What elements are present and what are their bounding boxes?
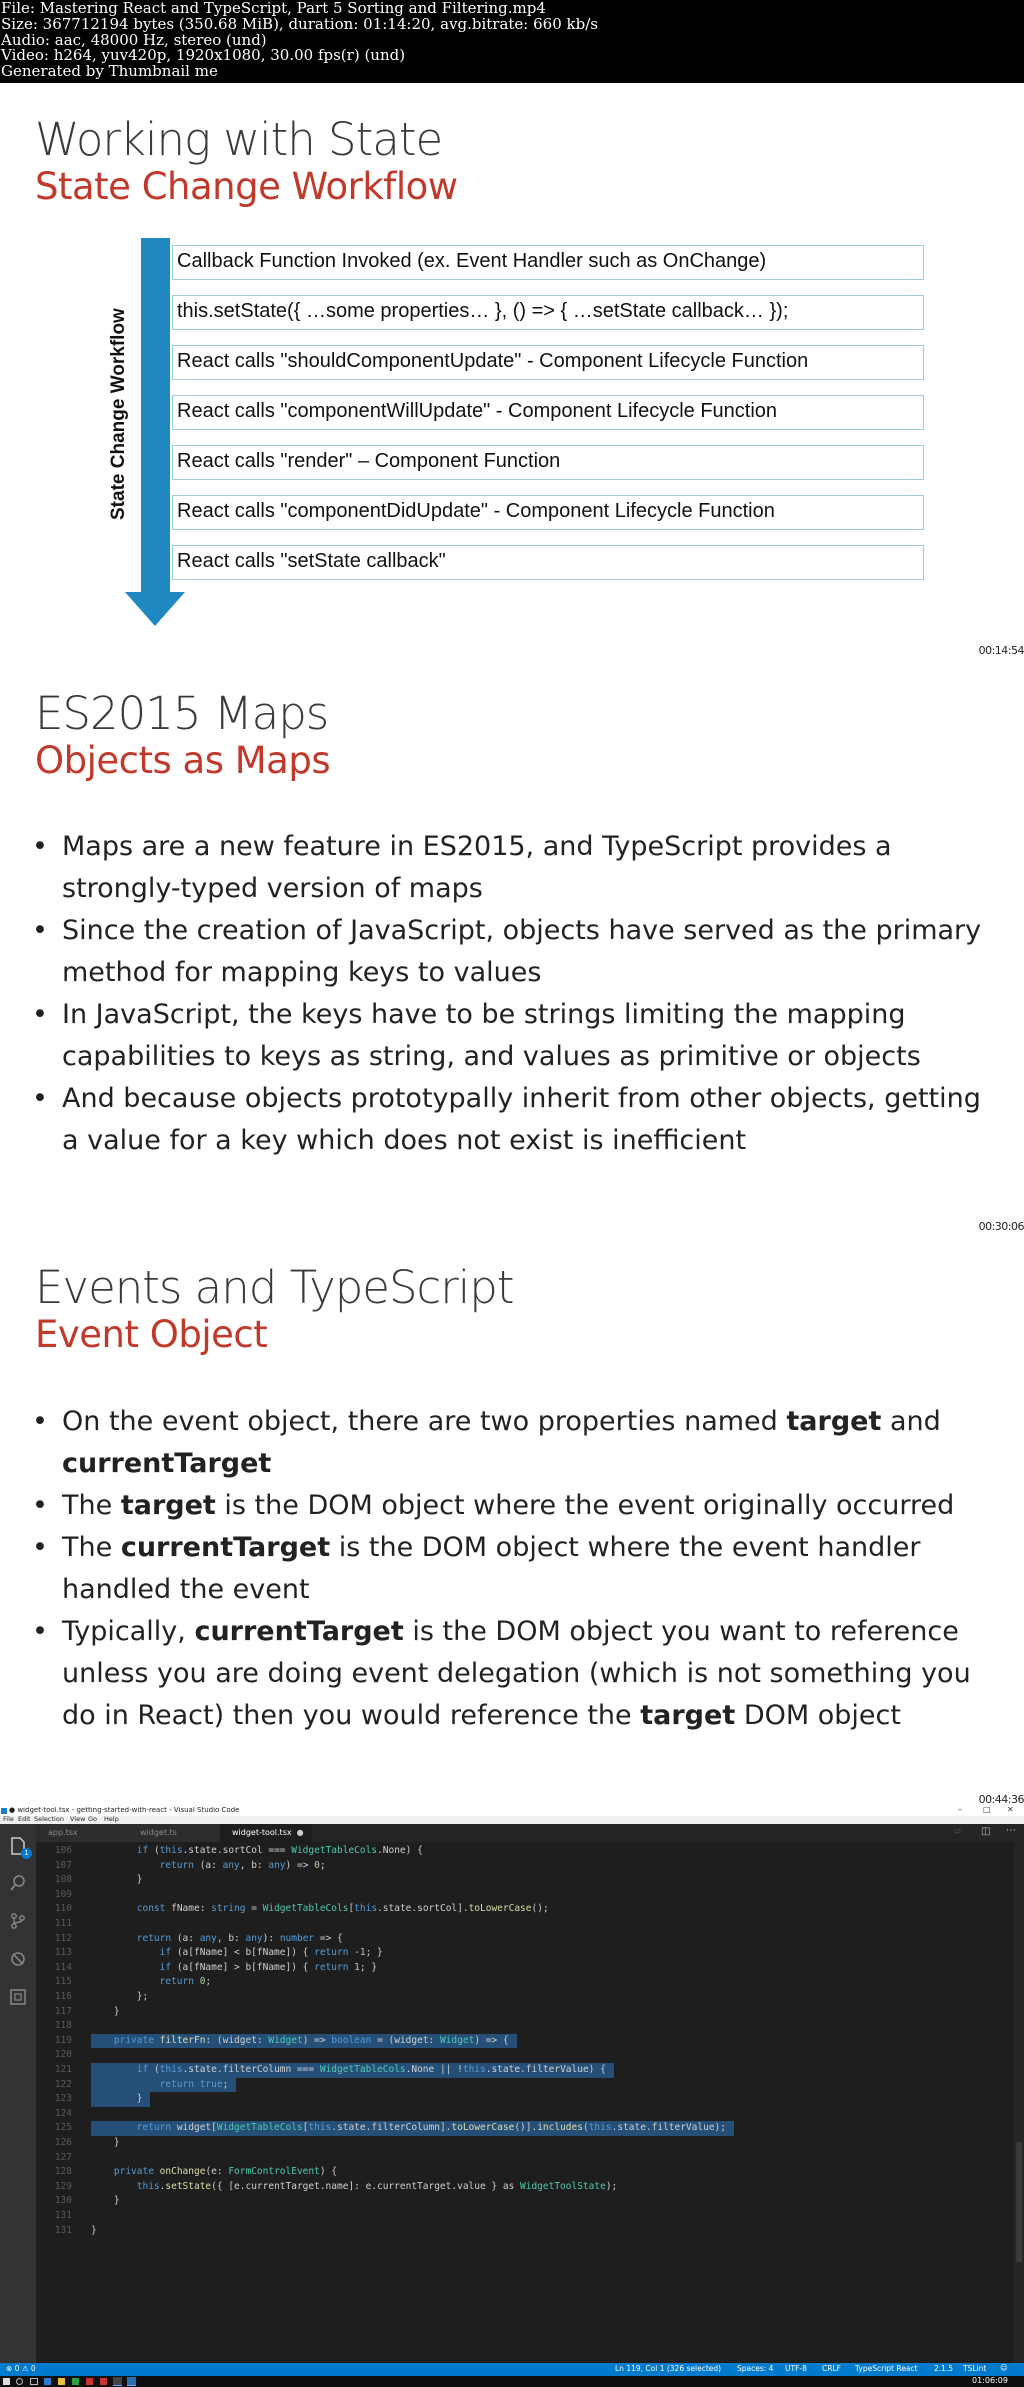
workflow-step: React calls "shouldComponentUpdate" - Component Lifecycle Function	[172, 345, 924, 380]
code-text: }	[91, 2005, 120, 2017]
line-number: 106	[54, 1845, 72, 1856]
info-line-file: File: Mastering React and TypeScript, Part 5 Sorting and Filtering.mp4	[1, 0, 546, 17]
code-text: if (this.state.sortCol === WidgetTableCols.None) {	[136, 1845, 423, 1856]
info-line-generator: Generated by Thumbnail me	[1, 62, 218, 81]
minimize-button[interactable]: –	[958, 1807, 962, 1814]
code-editor[interactable]	[0, 1842, 1024, 2363]
line-number: 116	[54, 1991, 72, 2002]
code-text: private onChange(e: FormControlEvent) {	[113, 2166, 338, 2178]
code-line[interactable]	[0, 2063, 1010, 2078]
code-line[interactable]	[0, 2107, 1010, 2122]
line-number: 127	[54, 2151, 72, 2163]
code-line[interactable]	[0, 1873, 1010, 1888]
tslint-status[interactable]: TSLint	[963, 2364, 987, 2373]
bullet-item	[32, 1527, 992, 1611]
code-text: return (a: any, b: any) => 0;	[159, 1859, 326, 1871]
menu-selection[interactable]: Selection	[34, 1815, 64, 1823]
more-actions-icon[interactable]: ⋯	[1006, 1825, 1016, 1836]
bullet-list	[32, 826, 992, 1162]
line-number: 120	[54, 2049, 72, 2061]
frame-timestamp: 00:14:54	[978, 644, 1024, 657]
code-line[interactable]	[0, 2048, 1010, 2063]
code-text: return (a: any, b: any): number => {	[136, 1932, 343, 1944]
slide-subtitle: Objects as Maps	[35, 739, 331, 782]
workflow-step: React calls "componentDidUpdate" - Component Lifecycle Function	[172, 495, 924, 530]
code-line[interactable]	[0, 2151, 1010, 2166]
slide-state-workflow	[0, 83, 1024, 667]
code-line[interactable]	[0, 2180, 1010, 2195]
code-text: }	[91, 1874, 143, 1886]
line-number: 114	[54, 1961, 72, 1973]
ts-version[interactable]: 2.1.5	[934, 2364, 954, 2373]
code-text: }	[91, 2224, 97, 2236]
line-number: 123	[54, 2093, 72, 2105]
code-line[interactable]	[0, 1961, 1010, 1976]
info-line-audio: Audio: aac, 48000 Hz, stereo (und)	[1, 30, 267, 49]
explorer-badge: 1	[21, 1848, 32, 1859]
code-text: return true;	[91, 2078, 236, 2093]
bold-term: target	[640, 1700, 736, 1731]
line-number: 128	[54, 2166, 72, 2178]
tab-widget-ts[interactable]: widget.ts	[128, 1824, 220, 1842]
bold-term: target	[120, 1490, 216, 1521]
line-number: 117	[54, 2005, 72, 2017]
workflow-step: this.setState({ …some properties… }, () => { …setState callback… });	[172, 295, 924, 330]
problems-status[interactable]: ⊗ 0 ⚠ 0	[6, 2364, 36, 2373]
vscode-taskbar-icon[interactable]	[127, 2377, 136, 2386]
line-number: 125	[54, 2122, 72, 2134]
line-number: 109	[54, 1888, 72, 1900]
code-line[interactable]	[0, 2078, 1010, 2093]
line-number: 111	[54, 1918, 72, 1929]
unsaved-dot-icon: ●	[296, 1828, 304, 1837]
code-line[interactable]	[0, 2121, 1010, 2136]
code-line[interactable]	[0, 2165, 1010, 2180]
bullet-item	[32, 1401, 992, 1485]
bullet-text: On the event object, there are two properties named	[62, 1406, 787, 1437]
workflow-step: Callback Function Invoked (ex. Event Handler such as OnChange)	[172, 245, 924, 280]
bullet-list	[32, 1401, 992, 1737]
file-explorer-icon[interactable]	[58, 2378, 65, 2385]
line-number: 118	[54, 2020, 72, 2032]
task-view-icon[interactable]	[30, 2378, 38, 2385]
code-line[interactable]	[0, 1888, 1010, 1903]
taskbar-time: 01:06:09	[972, 2376, 1008, 2385]
slide-subtitle: State Change Workflow	[35, 165, 458, 208]
code-line[interactable]	[0, 2224, 1010, 2239]
tab-app-tsx[interactable]: app.tsx	[36, 1824, 128, 1842]
code-line[interactable]	[0, 1859, 1010, 1874]
feedback-smiley-icon[interactable]: ☺	[1000, 2363, 1008, 2372]
code-line[interactable]	[0, 1844, 1010, 1859]
line-number: 124	[54, 2107, 72, 2119]
code-line[interactable]	[0, 1990, 1010, 2005]
bold-term: currentTarget	[194, 1616, 404, 1647]
workflow-step: React calls "setState callback"	[172, 545, 924, 580]
code-text: return 0;	[159, 1976, 212, 1988]
bullet-text: DOM object	[735, 1700, 901, 1731]
slide-title: Working with State	[35, 113, 443, 166]
bullet-item: • And because objects prototypally inherit from other objects, getting a value for a key which does not exist is inefficient	[32, 1078, 992, 1162]
line-number: 115	[54, 1976, 72, 1988]
store-icon[interactable]	[72, 2378, 79, 2385]
video-info-header	[0, 0, 1024, 83]
app-red-icon[interactable]	[86, 2378, 93, 2385]
app-red-icon[interactable]	[100, 2378, 107, 2385]
code-text: }	[91, 2137, 120, 2148]
menu-go[interactable]: Go	[88, 1815, 98, 1823]
line-number: 113	[54, 1947, 72, 1959]
scrollbar-thumb[interactable]	[1016, 2142, 1022, 2262]
cortana-icon[interactable]	[16, 2378, 23, 2385]
slide-es2015-maps	[0, 667, 1024, 1239]
code-line[interactable]	[0, 1902, 1010, 1917]
code-line[interactable]	[0, 2092, 1010, 2107]
bullet-item	[32, 1611, 992, 1737]
bullet-text: The	[62, 1532, 121, 1563]
menu-help[interactable]: Help	[104, 1815, 119, 1823]
frame-timestamp: 00:44:36	[978, 1793, 1024, 1806]
menu-bar	[0, 1816, 1024, 1824]
editor-scrollbar[interactable]	[1014, 1842, 1024, 2363]
code-text: if (a[fName] > b[fName]) { return 1; }	[159, 1961, 378, 1973]
slide-title: Events and TypeScript	[35, 1261, 514, 1314]
code-line[interactable]	[0, 2019, 1010, 2034]
tab-label: widget-tool.tsx	[232, 1828, 292, 1837]
bullet-item	[32, 1485, 992, 1527]
cursor-position[interactable]: Ln 119, Col 1 (326 selected)	[615, 2364, 722, 2373]
line-number: 130	[54, 2195, 72, 2207]
menu-view[interactable]: View	[70, 1815, 86, 1823]
line-number: 107	[54, 1859, 72, 1871]
code-text: if (a[fName] < b[fName]) { return -1; }	[159, 1947, 383, 1959]
code-text: const fName: string = WidgetTableCols[this.state.sortCol].toLowerCase();	[136, 1903, 549, 1915]
edge-icon[interactable]	[44, 2378, 51, 2385]
bold-term: target	[786, 1406, 882, 1437]
title-bar	[0, 1807, 1024, 1816]
vscode-logo-icon	[1, 1808, 7, 1814]
bold-term: currentTarget	[120, 1532, 331, 1563]
line-number: 122	[54, 2078, 72, 2090]
arrow-label: State Change Workflow	[108, 308, 129, 520]
line-number: 112	[54, 1932, 72, 1944]
media-app-icon[interactable]	[113, 2377, 122, 2386]
menu-file[interactable]: File	[3, 1815, 14, 1823]
bullet-item: • Since the creation of JavaScript, objects have served as the primary method for mapping keys to values	[32, 910, 992, 994]
tab-bar	[36, 1824, 1024, 1842]
info-line-video: Video: h264, yuv420p, 1920x1080, 30.00 fps(r) (und)	[1, 46, 406, 65]
frame-timestamp: 00:30:06	[978, 1220, 1024, 1233]
line-number: 121	[54, 2064, 72, 2075]
slide-title: ES2015 Maps	[35, 687, 329, 740]
slide-subtitle: Event Object	[35, 1313, 268, 1356]
menu-edit[interactable]: Edit	[18, 1815, 31, 1823]
info-line-size: Size: 367712194 bytes (350.68 MiB), duration: 01:14:20, avg.bitrate: 660 kb/s	[1, 14, 598, 33]
encoding-status[interactable]: UTF-8	[785, 2364, 807, 2373]
close-button[interactable]: ✕	[1007, 1807, 1014, 1814]
code-line[interactable]	[0, 1975, 1010, 1990]
tab-widget-tool-tsx[interactable]	[220, 1824, 312, 1842]
bullet-text: and	[881, 1406, 941, 1437]
workflow-step: React calls "render" – Component Function	[172, 445, 924, 480]
line-ending-status[interactable]: CRLF	[822, 2364, 841, 2373]
line-number: 131	[54, 2224, 72, 2236]
code-line[interactable]	[0, 2005, 1010, 2020]
start-icon[interactable]	[3, 2378, 10, 2385]
indentation-status[interactable]: Spaces: 4	[737, 2364, 774, 2373]
code-line[interactable]	[0, 1946, 1010, 1961]
bullet-item: • In JavaScript, the keys have to be strings limiting the mapping capabilities to keys as string, and values as primitive or objects	[32, 994, 992, 1078]
bullet-text: The	[62, 1490, 121, 1521]
bold-term: currentTarget	[62, 1448, 272, 1479]
code-text: }	[91, 2195, 120, 2207]
code-line[interactable]	[0, 2194, 1010, 2209]
bullet-item: • Maps are a new feature in ES2015, and TypeScript provides a strongly-typed version of maps	[32, 826, 992, 910]
bullet-text: is the DOM object where the event originally occurred	[215, 1490, 955, 1521]
code-line[interactable]	[0, 1917, 1010, 1932]
bullet-text: is the DOM object you want to reference unless you are doing event delegation (which is not something you do in React) then you would reference the	[62, 1616, 971, 1731]
window-title: ● widget-tool.tsx - getting-started-with-react - Visual Studio Code	[9, 1807, 240, 1814]
status-bar	[0, 2363, 1024, 2376]
code-text: this.setState({ [e.currentTarget.name]: e.currentTarget.value } as WidgetToolState);	[136, 2180, 618, 2192]
code-line[interactable]	[0, 1932, 1010, 1947]
code-text: };	[91, 1991, 149, 2002]
line-number: 129	[54, 2180, 72, 2192]
maximize-button[interactable]: □	[983, 1807, 991, 1814]
slide-events-typescript	[0, 1239, 1024, 1807]
line-number: 131	[54, 2210, 72, 2221]
vscode-window	[0, 1807, 1024, 2387]
language-mode[interactable]: TypeScript React	[855, 2364, 918, 2373]
workflow-step: React calls "componentWillUpdate" - Component Lifecycle Function	[172, 395, 924, 430]
line-number: 108	[54, 1874, 72, 1886]
split-compare-icon[interactable]: ⇄	[954, 1827, 962, 1837]
taskbar	[0, 2376, 1024, 2387]
code-text: if (this.state.filterColumn === WidgetTableCols.None || !this.state.filterValue) {	[91, 2063, 614, 2078]
line-number: 110	[54, 1903, 72, 1915]
split-editor-icon[interactable]: ◫	[981, 1826, 991, 1837]
code-line[interactable]	[0, 2034, 1010, 2049]
bullet-text: Typically,	[62, 1616, 195, 1647]
code-text: private filterFn: (widget: Widget) => boolean = (widget: Widget) => {	[91, 2034, 517, 2049]
line-number: 119	[54, 2034, 72, 2046]
line-number: 126	[54, 2137, 72, 2148]
code-line[interactable]	[0, 2209, 1010, 2224]
bullet-text: is the DOM object where the event handler handled the event	[62, 1532, 921, 1605]
code-line[interactable]	[0, 2136, 1010, 2151]
code-text: return widget[WidgetTableCols[this.state.filterColumn].toLowerCase()].includes(this.state.filterValue);	[91, 2121, 734, 2136]
code-text: }	[91, 2092, 150, 2107]
